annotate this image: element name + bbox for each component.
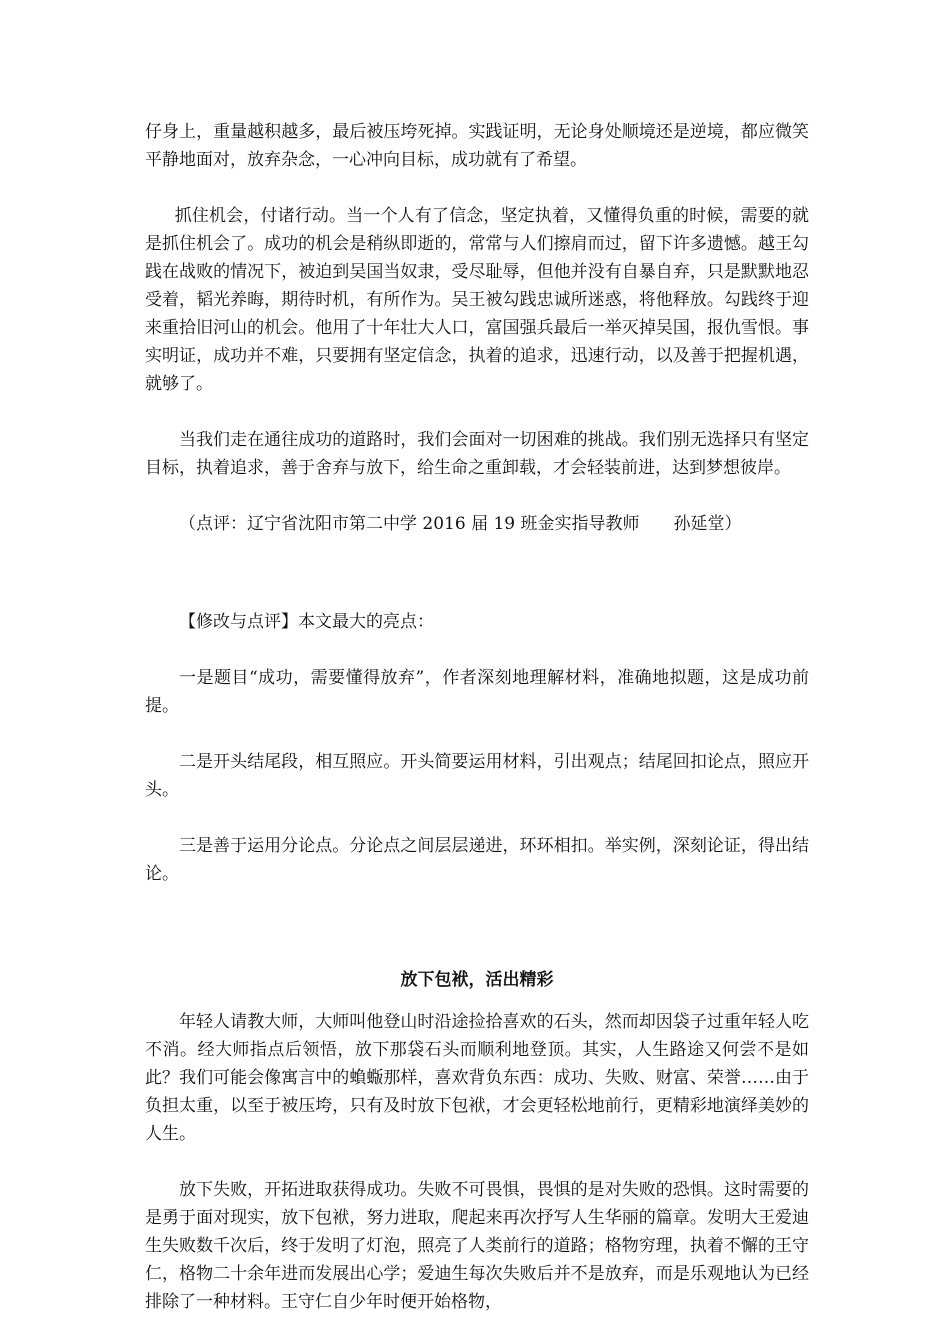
document-body: [145, 118, 809, 1316]
review-point-1: 一是题目“成功，需要懂得放弃”，作者深刻地理解材料，准确地拟题，这是成功前提。: [145, 668, 809, 716]
teacher-comment-line: （点评：辽宁省沈阳市第二中学 2016 届 19 班金实指导教师 孙延堂）: [179, 514, 742, 534]
paragraph-continuation: 仔身上，重量越积越多，最后被压垮死掉。实践证明，无论身处顺境还是逆境，都应微笑平静地面对，放弃杂念，一心冲向目标，成功就有了希望。: [145, 122, 809, 170]
review-point-3: 三是善于运用分论点。分论点之间层层递进，环环相扣。举实例，深刻论证，得出结论。: [145, 836, 809, 884]
review-heading: 【修改与点评】本文最大的亮点：: [179, 612, 434, 632]
essay-paragraph-1: 年轻人请教大师，大师叫他登山时沿途捡拾喜欢的石头，然而却因袋子过重年轻人吃不消。经大师指点后领悟，放下那袋石头而顺利地登顶。其实，人生路途又何尝不是如此？我们可能会像寓言中的蝜蝂那样，喜欢背负东西：成功、失败、财富、荣誉……由于负担太重，以至于被压垮，只有及时放下包袱，才会更轻松地前行，更精彩地演绎美妙的人生。: [145, 1012, 809, 1144]
essay-paragraph-2: 放下失败，开拓进取获得成功。失败不可畏惧，畏惧的是对失败的恐惧。这时需要的是勇于面对现实，放下包袱，努力进取，爬起来再次抒写人生华丽的篇章。发明大王爱迪生失败数千次后，终于发明了灯泡，照亮了人类前行的道路；格物穷理，执着不懈的王守仁，格物二十余年进而发展出心学；爱迪生每次失败后并不是放弃，而是乐观地认为已经排除了一种材料。王守仁自少年时便开始格物，: [145, 1180, 809, 1312]
paragraph-conclusion: 当我们走在通往成功的道路时，我们会面对一切困难的挑战。我们别无选择只有坚定目标，执着追求，善于舍弃与放下，给生命之重卸载，才会轻装前进，达到梦想彼岸。: [145, 430, 809, 478]
review-point-2: 二是开头结尾段，相互照应。开头简要运用材料，引出观点；结尾回扣论点，照应开头。: [145, 752, 809, 800]
essay-title: 放下包袱，活出精彩: [400, 970, 554, 990]
paragraph-seize-opportunity: 抓住机会，付诸行动。当一个人有了信念，坚定执着，又懂得负重的时候，需要的就是抓住机会了。成功的机会是稍纵即逝的，常常与人们擦肩而过，留下许多遗憾。越王勾践在战败的情况下，被迫到吴国当奴隶，受尽耻辱，但他并没有自暴自弃，只是默默地忍受着，韬光养晦，期待时机，有所作为。吴王被勾践忠诚所迷惑，将他释放。勾践终于迎来重拾旧河山的机会。他用了十年壮大人口，富国强兵最后一举灭掉吴国，报仇雪恨。事实明证，成功并不难，只要拥有坚定信念，执着的追求，迅速行动，以及善于把握机遇，就够了。: [145, 206, 809, 394]
